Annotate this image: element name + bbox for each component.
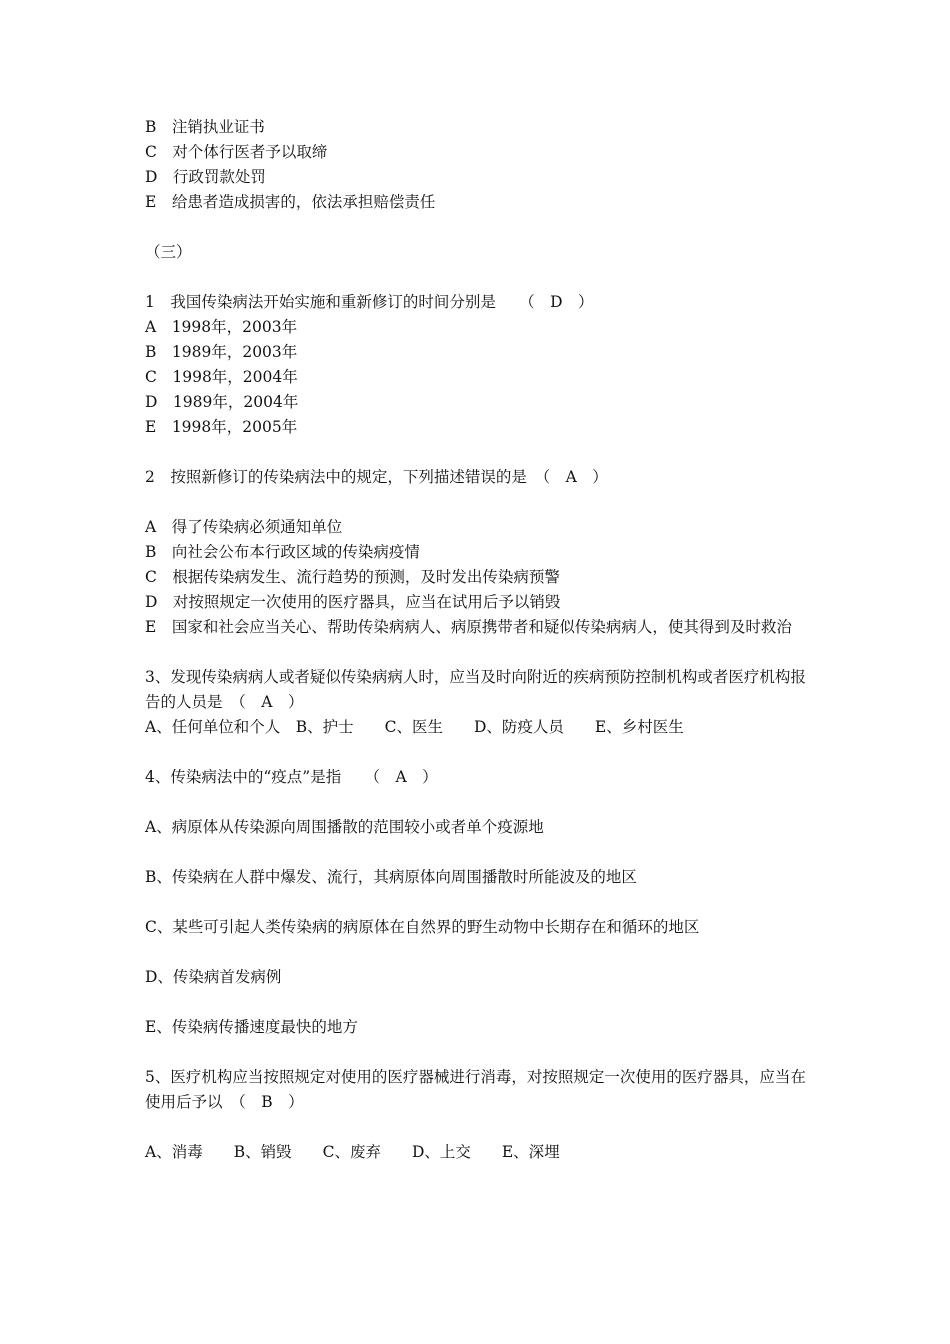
spacer	[145, 840, 815, 865]
spacer	[145, 790, 815, 815]
option-line: E、传染病传播速度最快的地方	[145, 1018, 358, 1036]
option-line: E 国家和社会应当关心、帮助传染病病人、病原携带者和疑似传染病病人，使其得到及时救治	[145, 618, 792, 636]
spacer	[145, 265, 815, 290]
option-line: B、传染病在人群中爆发、流行，其病原体向周围播散时所能波及的地区	[145, 868, 637, 886]
option-line: E 给患者造成损害的，依法承担赔偿责任	[145, 193, 436, 211]
option-line: D、传染病首发病例	[145, 968, 282, 986]
option-line: A、病原体从传染源向周围播散的范围较小或者单个疫源地	[145, 818, 544, 836]
spacer	[145, 215, 815, 240]
option-line: B 1989年，2003年	[145, 343, 298, 361]
option-line: E 1998年，2005年	[145, 418, 298, 436]
options-inline: A、消毒 B、销毁 C、废弃 D、上交 E、深埋	[145, 1143, 560, 1161]
section-heading: （三）	[145, 243, 192, 261]
spacer	[145, 490, 815, 515]
spacer	[145, 640, 815, 665]
option-line: D 行政罚款处罚	[145, 168, 266, 186]
spacer	[145, 940, 815, 965]
question-stem: 2 按照新修订的传染病法中的规定，下列描述错误的是 （ A ）	[145, 468, 608, 486]
spacer	[145, 1040, 815, 1065]
option-line: D 1989年，2004年	[145, 393, 299, 411]
option-line: C、某些可引起人类传染病的病原体在自然界的野生动物中长期存在和循环的地区	[145, 918, 700, 936]
option-line: A 得了传染病必须通知单位	[145, 518, 343, 536]
option-line: B 向社会公布本行政区域的传染病疫情	[145, 543, 420, 561]
option-line: C 根据传染病发生、流行趋势的预测，及时发出传染病预警	[145, 568, 560, 586]
option-line: D 对按照规定一次使用的医疗器具，应当在试用后予以销毁	[145, 593, 561, 611]
question-stem: 3、发现传染病病人或者疑似传染病病人时，应当及时向附近的疾病预防控制机构或者医疗机构报告的人员是 （ A ）	[145, 668, 806, 711]
options-inline: A、任何单位和个人 B、护士 C、医生 D、防疫人员 E、乡村医生	[145, 718, 684, 736]
spacer	[145, 1115, 815, 1140]
spacer	[145, 890, 815, 915]
option-line: C 1998年，2004年	[145, 368, 298, 386]
option-line: B 注销执业证书	[145, 118, 265, 136]
spacer	[145, 440, 815, 465]
spacer	[145, 990, 815, 1015]
spacer	[145, 740, 815, 765]
option-line: A 1998年，2003年	[145, 318, 298, 336]
question-stem: 5、医疗机构应当按照规定对使用的医疗器械进行消毒，对按照规定一次使用的医疗器具，应当在使用后予以 （ B ）	[145, 1068, 806, 1111]
option-line: C 对个体行医者予以取缔	[145, 143, 328, 161]
question-stem: 1 我国传染病法开始实施和重新修订的时间分别是 （ D ）	[145, 293, 594, 311]
question-stem: 4、传染病法中的“疫点”是指 （ A ）	[145, 768, 438, 786]
document-page	[145, 115, 815, 1165]
